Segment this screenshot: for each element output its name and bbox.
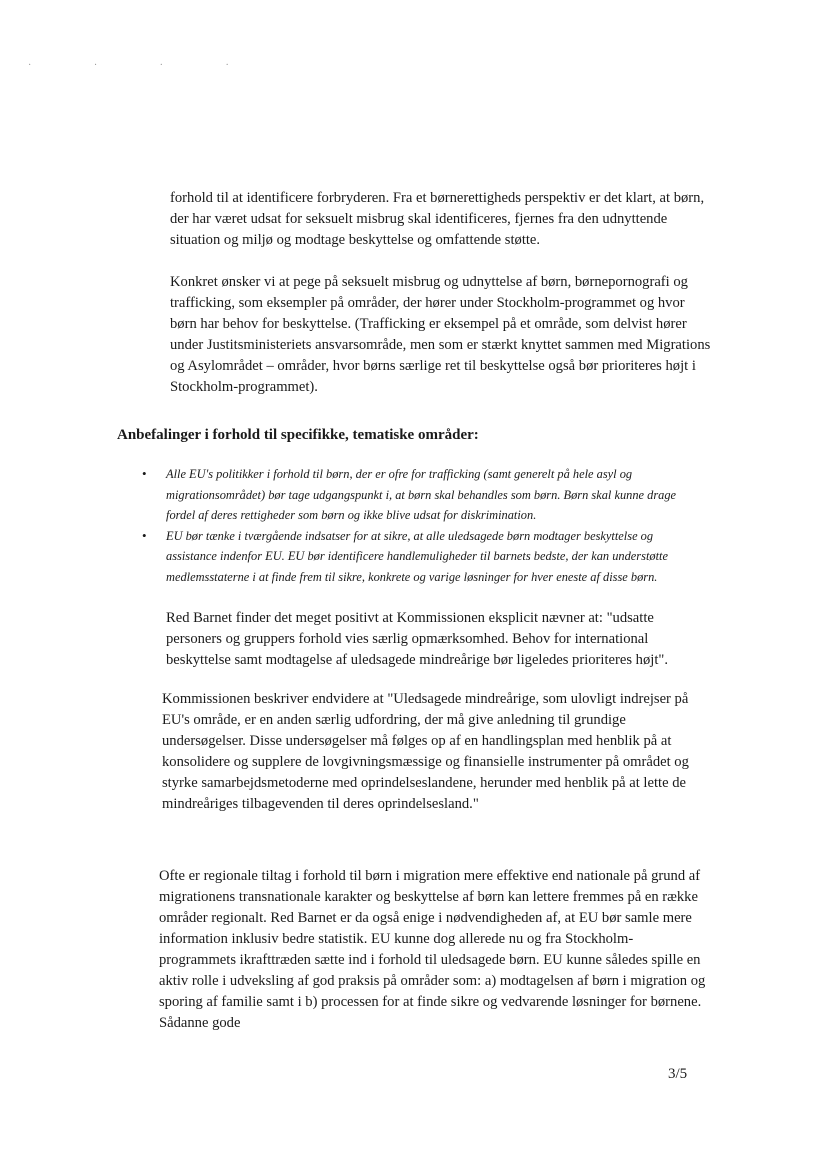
paragraph-5: Ofte er regionale tiltag i forhold til børn i migration mere effektive end nationale på grund af migrationens transnationale karakter og beskyttelse af børn kan lettere fremmes på en række områder regionalt. Red Barnet er da også enige i nødvendigheden af, at EU bør samle mere information inklusiv bedre statistik. EU kunne dog allerede nu og fra Stockholm-programmets ikrafttræden sætte ind i forhold til uledsagede børn. EU kunne således spille en aktiv rolle i udveksling af god praksis på områder som: a) modtagelsen af børn i migration og sporing af familie samt i b) processen for at finde sikre og vedvarende løsninger for børnene. Sådanne gode [159,868,706,1031]
section-heading: Anbefalinger i forhold til specifikke, tematiske områder: [117,427,479,443]
paragraph-1: forhold til at identificere forbryderen. Fra et børnerettigheds perspektiv er det klart, at børn, der har været udsat for seksuelt misbrug skal identificeres, fjernes fra den udnyttende situation og miljø og modtage beskyttelse og omfattende støtte. [170,190,705,248]
bullet-icon: • [142,527,147,543]
list-item-text: Alle EU's politikker i forhold til børn, der er ofre for trafficking (samt generelt på hele asyl og migrationsområdet) bør tage udgangspunkt i, at børn skal behandles som børn. Børn skal kunne drage fordel af deres rettigheder som børn og ikke blive udsat for diskrimination. [166,467,677,522]
page-number: 3/5 [668,1066,688,1082]
paragraph-4: Kommissionen beskriver endvidere at "Uledsagede mindreårige, som ulovligt indrejser på EU's område, er en anden særlig udfordring, der må give anledning til grundige undersøgelser. Disse undersøgelser må følges op af en handlingsplan med henblik på at konsolidere og supplere de lovgivningsmæssige og finansielle instrumenter på området og styrke samarbejdsmetoderne med oprindelseslandene, herunder med henblik på at lette de mindreåriges tilbagevenden til deres oprindelsesland." [162,691,689,812]
paragraph-3: Red Barnet finder det meget positivt at Kommissionen eksplicit nævner at: "udsatte personers og gruppers forhold vies særlig opmærksomhed. Behov for international beskyttelse samt modtagelse af uledsagede mindreårige bør ligeledes prioriteres højt". [166,610,668,668]
list-item [142,526,702,588]
paragraph-2: Konkret ønsker vi at pege på seksuelt misbrug og udnyttelse af børn, børnepornografi og trafficking, som eksempler på områder, der hører under Stockholm-programmet og hvor børn har behov for beskyttelse. (Trafficking er eksempel på et område, som delvist hører under Justitsministeriets ansvarsområde, men som er stærkt knyttet sammen med Migrations og Asylområdet – områder, hvor børns særlige ret til beskyttelse også bør prioriteres højt i Stockholm-programmet). [170,274,711,395]
recommendation-list [142,464,702,587]
scan-artifact-dots: · · · · [28,60,259,71]
bullet-icon: • [142,466,147,481]
list-item [142,464,702,526]
list-item-text: EU bør tænke i tværgående indsatser for at sikre, at alle uledsagede børn modtager beskyttelse og assistance indenfor EU. EU bør identificere handlemuligheder til barnets bedste, der kan understøtte medlemsstaterne i at finde frem til sikre, konkrete og varige løsninger for hver eneste af disse børn. [166,528,668,584]
